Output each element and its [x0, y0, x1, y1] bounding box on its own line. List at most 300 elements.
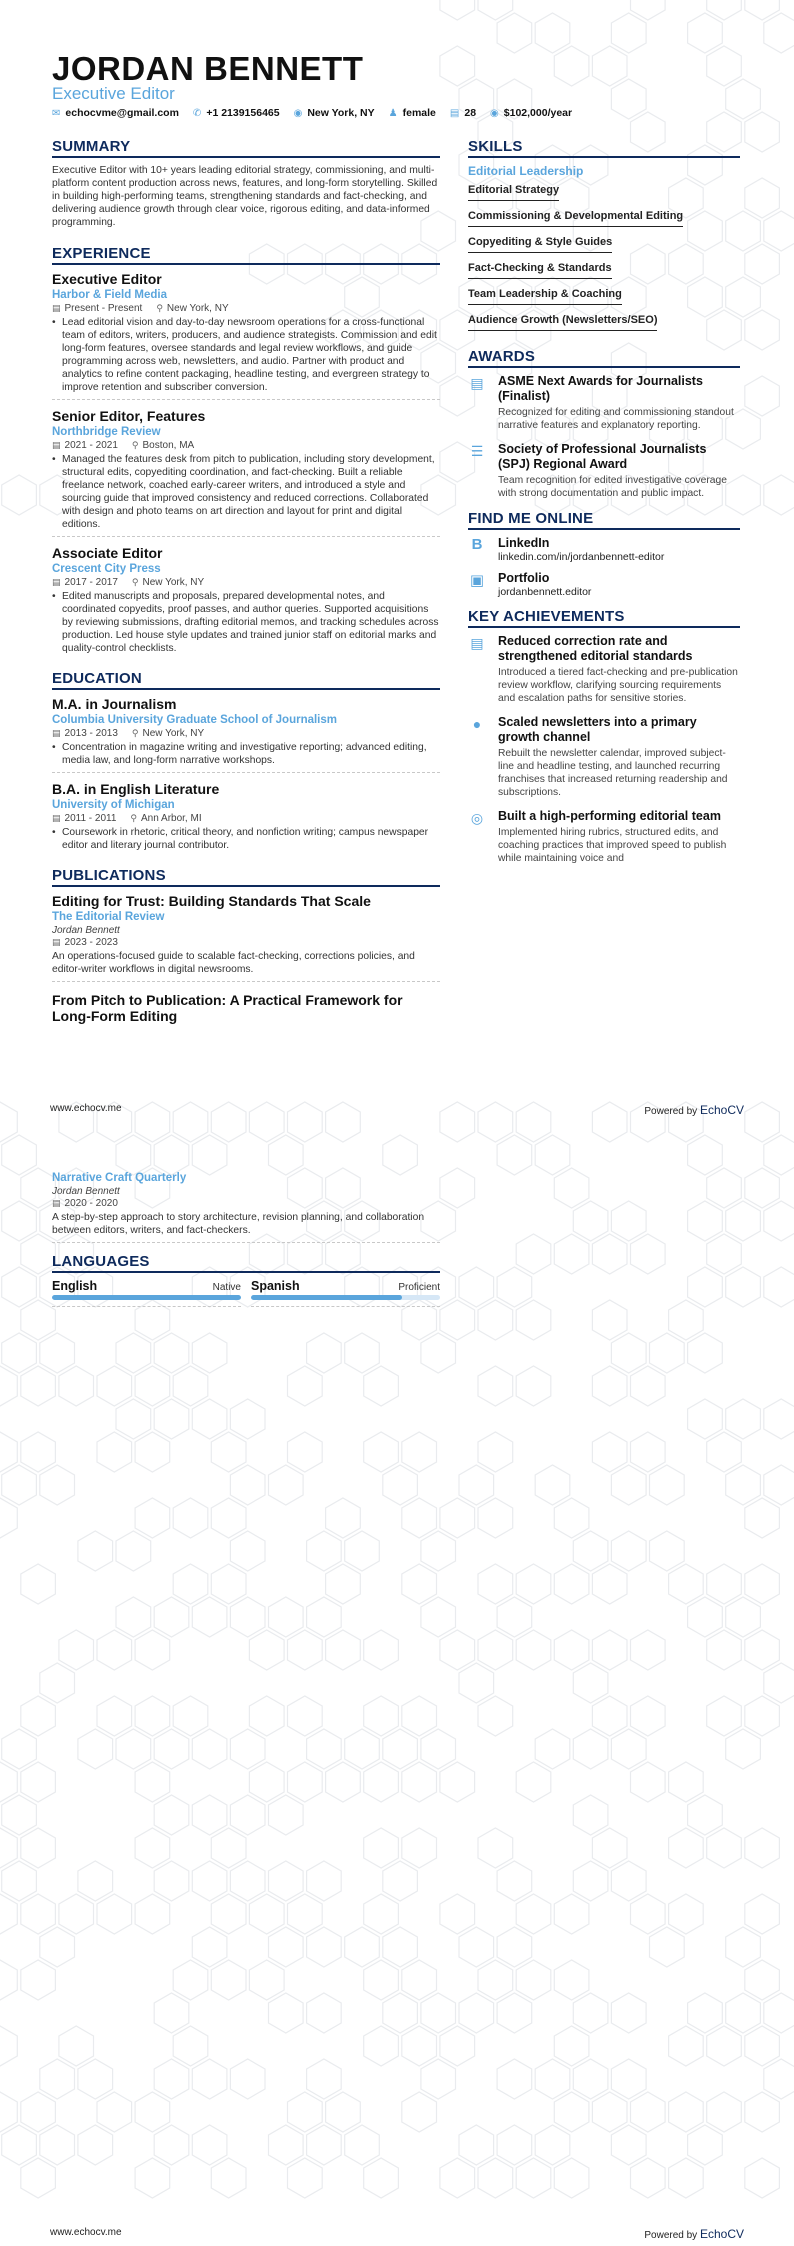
hexagon-shape	[21, 1564, 56, 1604]
contact-bar	[52, 107, 572, 119]
hexagon-shape	[0, 1366, 17, 1406]
achievement-desc: Implemented hiring rubrics, structured edits, and coaching practices that improved speed to publish while maintaining voice and	[498, 827, 727, 864]
entry-location	[132, 440, 194, 451]
hexagon-shape	[2, 1267, 37, 1307]
hexagon-shape	[364, 2026, 399, 2066]
hexagon-shape	[269, 1993, 304, 2033]
hexagon-shape	[154, 1399, 189, 1439]
calendar-icon: ▤	[52, 728, 61, 738]
publisher: The Editorial Review	[52, 911, 165, 923]
online-url[interactable]: linkedin.com/in/jordanbennett-editor	[498, 551, 665, 563]
hexagon-shape	[440, 2158, 475, 2198]
hexagon-shape	[497, 2125, 532, 2165]
hexagon-shape	[135, 1366, 170, 1406]
hexagon-shape	[745, 112, 780, 152]
hexagon-shape	[116, 1399, 151, 1439]
summary-text: Executive Editor with 10+ years leading editorial strategy, commissioning, and multi-platform content production across news, features, and long-form storytelling. Skilled in building high-performing teams, strengthening standards and fact-checking, and delivering audience growth through clear voice, rigorous editing, and data-informed programming.	[52, 165, 438, 228]
skill-item: Fact-Checking & Standards	[468, 259, 612, 279]
publisher: Narrative Craft Quarterly	[52, 1172, 187, 1184]
achievements-section	[468, 608, 740, 865]
hexagon-shape	[288, 1432, 323, 1472]
hexagon-shape	[669, 1828, 704, 1868]
hexagon-shape	[478, 1960, 513, 2000]
hexagon-shape	[535, 13, 570, 53]
hexagon-shape	[97, 1432, 132, 1472]
calendar-icon: ▤	[52, 813, 61, 823]
hexagon-shape	[497, 1267, 532, 1307]
location-text: Ann Arbor, MI	[141, 813, 202, 824]
hexagon-shape	[669, 2092, 704, 2132]
hexagon-shape	[192, 2125, 227, 2165]
hexagon-shape	[440, 1168, 475, 1208]
hexagon-shape	[631, 1696, 666, 1736]
hexagon-shape	[40, 2059, 75, 2099]
hexagon-shape	[764, 13, 794, 53]
hexagon-shape	[383, 1993, 418, 2033]
dates-text: 2023 - 2023	[64, 937, 118, 948]
hexagon-shape	[326, 1630, 361, 1670]
dates-text: 2021 - 2021	[64, 440, 118, 451]
hexagon-shape	[21, 1828, 56, 1868]
location-text: Boston, MA	[142, 440, 195, 451]
calendar-icon: ▤	[52, 937, 61, 947]
entry-bullet: • Managed the features desk from pitch to publication, including story development, structural edits, copyediting coordination, and fact-checking. Built a reliable freelance network, coached early-career writers, and introduced a style and sourcing guide that improved consistency and reduced corrections. Collaborated with design and photo teams on art direction and layout for print and digital editions.	[52, 453, 440, 531]
languages-section	[52, 1253, 440, 1307]
publication-entry	[52, 893, 440, 982]
map-pin-icon: ⚲	[131, 728, 139, 738]
dates-text: 2013 - 2013	[64, 728, 118, 739]
summary-section	[52, 138, 440, 229]
hexagon-shape	[688, 1993, 723, 2033]
hexagon-shape	[631, 2092, 666, 2132]
hexagon-shape	[611, 1993, 646, 2033]
hexagon-shape	[402, 1762, 437, 1802]
hexagon-shape	[688, 1399, 723, 1439]
hexagon-shape	[764, 1399, 794, 1439]
hexagon-shape	[2, 1333, 37, 1373]
hexagon-shape	[40, 1927, 75, 1967]
hexagon-shape	[154, 1861, 189, 1901]
job-title: Senior Editor, Features	[52, 408, 206, 424]
hexagon-shape	[592, 2092, 627, 2132]
award-desc: Team recognition for edited investigative coverage with strong documentation and public impact.	[498, 475, 727, 499]
hexagon-shape	[516, 1564, 551, 1604]
education-entry	[52, 781, 440, 857]
hexagon-shape	[2, 1465, 37, 1505]
hexagon-shape	[135, 1894, 170, 1934]
hexagon-shape	[402, 1432, 437, 1472]
hexagon-shape	[307, 1993, 342, 2033]
hexagon-shape	[554, 46, 589, 86]
hexagon-shape	[726, 79, 761, 119]
hexagon-shape	[364, 1762, 399, 1802]
degree: M.A. in Journalism	[52, 696, 177, 712]
hexagon-shape	[307, 2059, 342, 2099]
hexagon-shape	[516, 1234, 551, 1274]
footer-site-link[interactable]: www.echocv.me	[50, 2227, 122, 2238]
dates-text: 2020 - 2020	[64, 1198, 118, 1209]
hexagon-shape	[497, 1135, 532, 1175]
hexagon-shape	[288, 1696, 323, 1736]
experience-entry	[52, 408, 440, 537]
hexagon-shape	[764, 1201, 794, 1241]
job-title: Executive Editor	[52, 271, 162, 287]
hexagon-shape	[707, 1234, 742, 1274]
hexagon-shape	[192, 1135, 227, 1175]
hexagon-shape	[516, 1960, 551, 2000]
entry-location	[132, 577, 204, 588]
hexagon-shape	[173, 1498, 208, 1538]
hexagon-shape	[307, 1333, 342, 1373]
hexagon-shape	[326, 1762, 361, 1802]
hexagon-shape	[573, 1729, 608, 1769]
hexagon-shape	[631, 1762, 666, 1802]
hexagon-shape	[21, 1762, 56, 1802]
email-contact[interactable]	[52, 107, 179, 119]
trophy-icon: ☰	[470, 443, 484, 459]
hexagon-shape	[192, 1861, 227, 1901]
hexagon-shape	[440, 1498, 475, 1538]
hexagon-shape	[631, 1630, 666, 1670]
hexagon-shape	[745, 376, 780, 416]
hexagon-shape	[154, 1993, 189, 2033]
hexagon-shape	[421, 1531, 456, 1571]
hexagon-shape	[421, 1993, 456, 2033]
hexagon-shape	[135, 1432, 170, 1472]
brand-logo-text: EchoCV	[699, 2227, 744, 2241]
hexagon-shape	[269, 1795, 304, 1835]
hexagon-shape	[745, 2158, 780, 2198]
dates-text: 2017 - 2017	[64, 577, 118, 588]
skill-item: Copyediting & Style Guides	[468, 233, 612, 253]
hexagon-shape	[459, 1663, 494, 1703]
hexagon-shape	[707, 1696, 742, 1736]
hexagon-shape	[764, 1135, 794, 1175]
hexagon-shape	[59, 1630, 94, 1670]
hexagon-shape	[611, 2125, 646, 2165]
hexagon-shape	[611, 1201, 646, 1241]
hexagon-shape	[0, 1432, 17, 1472]
age-contact	[450, 107, 476, 119]
hexagon-shape	[116, 1135, 151, 1175]
hexagon-shape	[21, 1300, 56, 1340]
hexagon-shape	[97, 1696, 132, 1736]
language-list	[52, 1279, 440, 1307]
hexagon-shape	[573, 1663, 608, 1703]
hexagon-shape	[611, 13, 646, 53]
hexagon-shape	[650, 1333, 685, 1373]
hexagon-shape	[726, 1399, 761, 1439]
hexagon-shape	[573, 2059, 608, 2099]
powered-by	[644, 2227, 744, 2241]
hexagon-shape	[688, 1597, 723, 1637]
hexagon-shape	[726, 1927, 761, 1967]
hexagon-shape	[592, 1828, 627, 1868]
skills-heading: SKILLS	[468, 138, 740, 158]
hexagon-shape	[592, 46, 627, 86]
languages-heading: LANGUAGES	[52, 1253, 440, 1273]
hexagon-shape	[249, 1630, 284, 1670]
hexagon-shape	[764, 475, 794, 515]
hexagon-shape	[192, 1399, 227, 1439]
hexagon-shape	[535, 1729, 570, 1769]
awards-section	[468, 348, 740, 500]
candidate-title: Executive Editor	[52, 84, 175, 103]
date-range	[52, 813, 116, 824]
map-pin-icon: ⚲	[130, 813, 138, 823]
hexagon-shape	[269, 1465, 304, 1505]
hexagon-shape	[631, 1894, 666, 1934]
hexagon-shape	[535, 2059, 570, 2099]
hexagon-shape	[97, 1366, 132, 1406]
hexagon-shape	[554, 1960, 589, 2000]
calendar-icon: ▤	[52, 1198, 61, 1208]
hexagon-shape	[745, 178, 780, 218]
hexagon-shape	[21, 1366, 56, 1406]
hexagon-shape	[40, 1465, 75, 1505]
hexagon-shape	[440, 1894, 475, 1934]
hexagon-shape	[116, 1597, 151, 1637]
hexagon-shape	[631, 2158, 666, 2198]
hexagon-shape	[516, 2158, 551, 2198]
date-range	[52, 440, 118, 451]
employer: Harbor & Field Media	[52, 289, 168, 301]
hexagon-shape	[364, 1630, 399, 1670]
hexagon-shape	[726, 1597, 761, 1637]
dates-text: 2011 - 2011	[64, 813, 117, 824]
hexagon-shape	[402, 1828, 437, 1868]
hexagon-shape	[230, 1597, 265, 1637]
hexagon-shape	[764, 211, 794, 251]
language-level-bar	[52, 1295, 241, 1300]
hexagon-shape	[192, 1597, 227, 1637]
hexagon-shape	[459, 1927, 494, 1967]
hexagon-shape	[688, 13, 723, 53]
skill-item: Audience Growth (Newsletters/SEO)	[468, 311, 657, 331]
document-icon: ▤	[470, 375, 484, 391]
hexagon-shape	[364, 1894, 399, 1934]
hexagon-shape	[688, 1135, 723, 1175]
entry-meta	[52, 303, 440, 314]
hexagon-shape	[0, 1828, 17, 1868]
right-column	[468, 138, 740, 875]
hexagon-shape	[173, 1564, 208, 1604]
hexagon-shape	[459, 1465, 494, 1505]
entry-meta	[52, 937, 440, 948]
hexagon-shape	[421, 1597, 456, 1637]
hexagon-shape	[135, 2158, 170, 2198]
hexagon-shape	[554, 2158, 589, 2198]
entry-meta	[52, 440, 440, 451]
hexagon-shape	[192, 1795, 227, 1835]
language-item	[251, 1279, 440, 1307]
hexagon-shape	[631, 0, 666, 20]
education-heading: EDUCATION	[52, 670, 440, 690]
hexagon-shape	[497, 2059, 532, 2099]
hexagon-shape	[21, 1960, 56, 2000]
email-text: echocvme@gmail.com	[65, 107, 179, 119]
hexagon-shape	[78, 2125, 113, 2165]
publication-entry	[52, 990, 440, 1024]
hexagon-shape	[230, 2059, 265, 2099]
hexagon-shape	[173, 1366, 208, 1406]
hexagon-shape	[516, 1366, 551, 1406]
hexagon-shape	[611, 2059, 646, 2099]
language-name: English	[52, 1279, 98, 1293]
salary-contact	[490, 107, 572, 119]
hexagon-shape	[383, 1729, 418, 1769]
hexagon-shape	[97, 1894, 132, 1934]
hexagon-shape	[154, 1729, 189, 1769]
hexagon-shape	[573, 1201, 608, 1241]
hexagon-shape	[0, 2026, 17, 2066]
author: Jordan Bennett	[52, 925, 120, 936]
hexagon-shape	[459, 2125, 494, 2165]
hexagon-shape	[307, 2125, 342, 2165]
hexagon-shape	[21, 2158, 56, 2198]
hexagon-shape	[554, 1498, 589, 1538]
skill-item: Team Leadership & Coaching	[468, 285, 622, 305]
online-url[interactable]: jordanbennett.editor	[498, 586, 592, 598]
hexagon-shape	[2, 1795, 37, 1835]
hexagon-shape	[59, 1894, 94, 1934]
hexagon-shape	[269, 1597, 304, 1637]
degree: B.A. in English Literature	[52, 781, 220, 797]
hexagon-shape	[78, 2059, 113, 2099]
publication-desc: An operations-focused guide to scalable fact-checking, corrections policies, and editor-writer workflows in digital newsrooms.	[52, 951, 415, 975]
hexagon-shape	[573, 1861, 608, 1901]
hexagon-shape	[192, 1333, 227, 1373]
hexagon-shape	[650, 1927, 685, 1967]
online-section	[468, 510, 740, 598]
hexagon-shape	[269, 1927, 304, 1967]
phone-text: +1 2139156465	[206, 107, 280, 119]
hexagon-shape	[288, 1366, 323, 1406]
language-level-fill	[251, 1295, 402, 1300]
hexagon-shape	[288, 1630, 323, 1670]
map-pin-icon: ◉	[293, 107, 303, 119]
hexagon-shape	[173, 2026, 208, 2066]
location-text: New York, NY	[307, 107, 375, 119]
hexagon-shape	[726, 1993, 761, 2033]
hexagon-shape	[192, 1729, 227, 1769]
hexagon-shape	[59, 1366, 94, 1406]
publications-section	[52, 867, 440, 1024]
hexagon-shape	[21, 2092, 56, 2132]
hexagon-shape	[611, 1531, 646, 1571]
hexagon-shape	[516, 1300, 551, 1340]
hexagon-shape	[688, 1201, 723, 1241]
hexagon-shape	[497, 1927, 532, 1967]
hexagon-shape	[249, 1762, 284, 1802]
hexagon-shape	[573, 1531, 608, 1571]
hexagon-shape	[97, 1630, 132, 1670]
hexagon-shape	[345, 1729, 380, 1769]
language-item	[52, 1279, 241, 1307]
date-range	[52, 728, 118, 739]
clipboard-icon: ▤	[470, 635, 484, 651]
hexagon-shape	[421, 1729, 456, 1769]
online-label: Portfolio	[498, 571, 550, 585]
hexagon-shape	[116, 1333, 151, 1373]
online-item[interactable]	[468, 536, 740, 563]
hexagon-shape	[402, 1498, 437, 1538]
hexagon-shape	[288, 2092, 323, 2132]
online-heading: FIND ME ONLINE	[468, 510, 740, 530]
hexagon-shape	[554, 2026, 589, 2066]
hexagon-shape	[135, 1762, 170, 1802]
hexagon-shape	[421, 2059, 456, 2099]
hexagon-shape	[135, 1498, 170, 1538]
publications-heading: PUBLICATIONS	[52, 867, 440, 887]
hexagon-shape	[478, 1432, 513, 1472]
candidate-name: JORDAN BENNETT	[52, 50, 364, 87]
hexagon-shape	[745, 0, 780, 20]
publication-title: From Pitch to Publication: A Practical Framework for Long-Form Editing	[52, 992, 403, 1024]
skill-category: Editorial Leadership	[468, 164, 584, 178]
hexagon-shape	[707, 1168, 742, 1208]
hexagon-shape	[288, 1762, 323, 1802]
target-icon: ◎	[470, 810, 484, 826]
hexagon-shape	[0, 1498, 17, 1538]
awards-heading: AWARDS	[468, 348, 740, 368]
language-level: Proficient	[398, 1282, 440, 1293]
hexagon-shape	[745, 1630, 780, 1670]
hexagon-shape	[478, 1564, 513, 1604]
skill-item: Commissioning & Developmental Editing	[468, 207, 683, 227]
hexagon-shape	[535, 1135, 570, 1175]
online-item[interactable]	[468, 571, 740, 598]
skills-section	[468, 138, 740, 336]
phone-contact[interactable]	[193, 107, 280, 119]
hexagon-shape	[669, 1300, 704, 1340]
footer-site-link[interactable]: www.echocv.me	[50, 1103, 122, 1114]
hexagon-shape	[0, 1102, 17, 1142]
experience-entry	[52, 271, 440, 400]
hexagon-shape	[497, 1993, 532, 2033]
hexagon-shape	[0, 1894, 17, 1934]
hexagon-shape	[0, 1762, 17, 1802]
hexagon-shape	[211, 1564, 246, 1604]
hexagon-shape	[573, 1993, 608, 2033]
hexagon-shape	[230, 1795, 265, 1835]
hexagon-shape	[21, 1696, 56, 1736]
hexagon-shape	[764, 2059, 794, 2099]
education-section	[52, 670, 440, 857]
hexagon-shape	[326, 2092, 361, 2132]
hexagon-shape	[230, 1465, 265, 1505]
hexagon-shape	[592, 1630, 627, 1670]
hexagon-shape	[631, 1366, 666, 1406]
hexagon-shape	[230, 1531, 265, 1571]
hexagon-shape	[459, 1267, 494, 1307]
left-column	[52, 138, 440, 1026]
hexagon-shape	[745, 1498, 780, 1538]
hexagon-shape	[726, 1729, 761, 1769]
hexagon-shape	[345, 2125, 380, 2165]
language-name: Spanish	[251, 1279, 300, 1293]
left-column-page-2	[52, 1172, 440, 1307]
achievement-title: Reduced correction rate and strengthened editorial standards	[498, 634, 693, 663]
hexagon-shape	[383, 1135, 418, 1175]
hexagon-shape	[669, 1564, 704, 1604]
hexagon-shape	[669, 2158, 704, 2198]
hexagon-shape	[21, 1168, 56, 1208]
education-entry	[52, 696, 440, 773]
hexagon-shape	[288, 1894, 323, 1934]
hexagon-shape	[554, 1234, 589, 1274]
hexagon-shape	[364, 1432, 399, 1472]
